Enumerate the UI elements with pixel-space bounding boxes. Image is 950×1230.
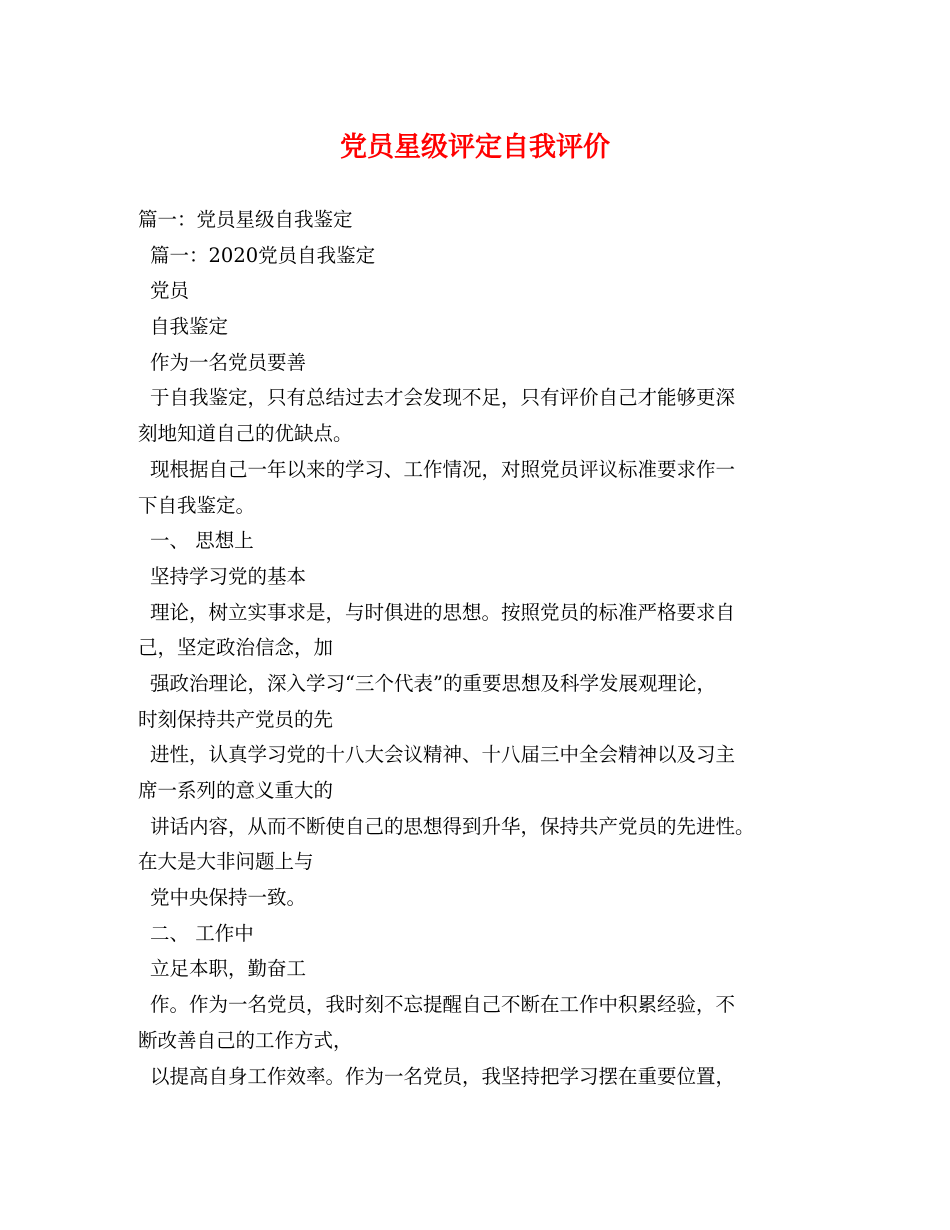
text-line: 席一系列的意义重大的	[138, 779, 334, 802]
text-line: 作为一名党员要善	[150, 350, 307, 374]
document-title: 党员星级评定自我评价	[340, 132, 610, 163]
text-line: 进性，认真学习党的十八大会议精神、十八届三中全会精神以及习主	[150, 743, 736, 767]
text-line: 党员	[150, 279, 190, 303]
text-line: 篇一：党员星级自我鉴定	[138, 208, 353, 231]
document-body	[138, 202, 838, 1094]
text-line: 于自我鉴定，只有总结过去才会发现不足，只有评价自己才能够更深	[150, 386, 736, 410]
text-line: 时刻保持共产党员的先	[138, 707, 334, 731]
text-line: 党中央保持一致。	[150, 886, 307, 910]
text-line: 现根据自己一年以来的学习、工作情况，对照党员评议标准要求作一	[150, 457, 736, 481]
text-line: 理论，树立实事求是，与时俱进的思想。按照党员的标准严格要求自	[150, 600, 736, 624]
text-line: 篇一：2020党员自我鉴定	[150, 243, 376, 267]
text-line: 作。作为一名党员，我时刻不忘提醒自己不断在工作中积累经验，不	[150, 993, 736, 1017]
text-line: 一、 思想上	[150, 529, 254, 553]
text-line: 下自我鉴定。	[138, 493, 256, 517]
text-line: 己，坚定政治信念，加	[138, 636, 334, 660]
text-line: 以提高自身工作效率。作为一名党员，我坚持把学习摆在重要位置，	[150, 1064, 736, 1088]
text-line: 刻地知道自己的优缺点。	[138, 422, 353, 446]
text-line: 讲话内容，从而不断使自己的思想得到升华，保持共产党员的先进性。	[150, 814, 755, 838]
text-line: 自我鉴定	[150, 315, 229, 339]
text-line: 强政治理论，深入学习“三个代表”的重要思想及科学发展观理论，	[150, 671, 716, 695]
text-line: 立足本职，勤奋工	[150, 957, 307, 981]
text-line: 在大是大非问题上与	[138, 850, 314, 874]
text-line: 断改善自己的工作方式，	[138, 1028, 353, 1052]
text-line: 二、 工作中	[150, 921, 254, 945]
text-line: 坚持学习党的基本	[150, 564, 307, 588]
